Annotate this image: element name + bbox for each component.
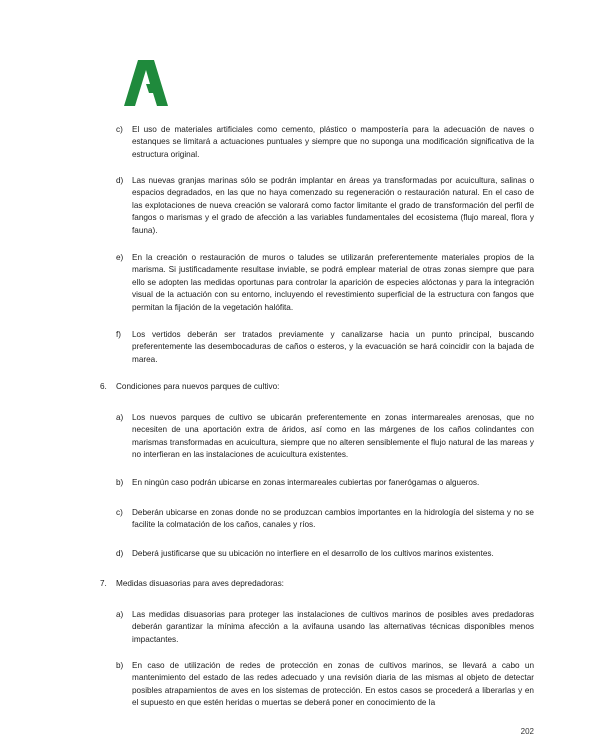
item-marker: b)	[116, 478, 124, 487]
junta-de-andalucia-logo	[124, 60, 168, 106]
list-item-e	[116, 252, 534, 314]
list-item-6c	[116, 507, 534, 532]
item-marker: a)	[116, 610, 124, 619]
item-text: En ningún caso podrán ubicarse en zonas intermareales cubiertas por fanerógamas o algueros.	[132, 478, 480, 487]
item-text: Los vertidos deberán ser tratados previamente y canalizarse hacia un punto principal, buscando preferentemente las desembocaduras de caños o esteros, y la evacuación se hará coincidir con la bajada de marea.	[132, 330, 534, 364]
list-item-7a	[116, 609, 534, 646]
section-number: 6.	[100, 382, 107, 391]
list-item-c	[116, 124, 534, 161]
item-text: En caso de utilización de redes de protección en zonas de cultivos marinos, se llevará a cabo un mantenimiento del estado de las redes adecuado y una revisión diaria de las mismas al objeto de detectar posibles atrapamientos de aves en los sistemas de protección. En estos casos se procederá a liberarlas y en el supuesto en que estén heridas o muertas se deberá poner en conocimiento de la	[132, 661, 534, 708]
list-item-6a	[116, 412, 534, 462]
section-6-heading	[100, 381, 530, 393]
logo-a-shape	[124, 60, 168, 106]
page-number: 202	[520, 727, 534, 736]
section-7-heading	[100, 578, 530, 590]
item-marker: a)	[116, 413, 124, 422]
item-text: Los nuevos parques de cultivo se ubicarán preferentemente en zonas intermareales arenosas, que no necesiten de una aportación extra de áridos, así como en las márgenes de los caños colindantes con marismas transformadas en acuicultura, siempre que no alteren sensiblemente el flujo natural de las mareas y no interfieran en las instalaciones de acuicultura existentes.	[132, 413, 534, 460]
item-text: Deberá justificarse que su ubicación no interfiere en el desarrollo de los cultivos marinos existentes.	[132, 549, 494, 558]
item-marker: f)	[116, 330, 122, 339]
list-item-6b	[116, 477, 534, 489]
list-item-7b	[116, 660, 534, 710]
item-text: Deberán ubicarse en zonas donde no se produzcan cambios importantes en la hidrología del sistema y no se facilite la colmatación de los caños, canales y ríos.	[132, 508, 534, 530]
item-marker: c)	[116, 125, 123, 134]
section-number: 7.	[100, 579, 107, 588]
item-marker: b)	[116, 661, 124, 670]
item-text: El uso de materiales artificiales como cemento, plástico o mampostería para la adecuación de naves o estanques se limitará a actuaciones puntuales y siempre que no suponga una modificación significativa de la estructura original.	[132, 125, 534, 159]
item-marker: c)	[116, 508, 123, 517]
list-item-d	[116, 175, 534, 237]
section-title: Medidas disuasorias para aves depredadoras:	[116, 579, 284, 588]
list-item-f	[116, 329, 534, 366]
item-text: En la creación o restauración de muros o taludes se utilizarán preferentemente materiales propios de la marisma. Si justificadamente resultase inviable, se podrá emplear material de otras zonas siempre que para ello se adopten las medidas oportunas para controlar la aparición de especies alóctonas y para la integración visual de la actuación con su entorno, incluyendo el revestimiento superficial de la estructura con fangos que permitan la fijación de la vegetación halófita.	[132, 253, 534, 312]
item-marker: d)	[116, 549, 124, 558]
item-marker: d)	[116, 176, 124, 185]
item-text: Las medidas disuasorias para proteger las instalaciones de cultivos marinos de posibles aves predadoras deberán garantizar la mínima afección a la avifauna usando las alternativas técnicas disponibles menos impactantes.	[132, 610, 534, 644]
section-title: Condiciones para nuevos parques de cultivo:	[116, 382, 280, 391]
item-text: Las nuevas granjas marinas sólo se podrán implantar en áreas ya transformadas por acuicultura, salinas o espacios degradados, en las que no haya comenzado su regeneración o restauración natural. En el caso de las explotaciones de nueva creación se valorará como factor limitante el grado de transformación del perfil de fangos o marismas y el grado de afección a las variables fundamentales del ecosistema (flujo mareal, flora y fauna).	[132, 176, 534, 235]
item-marker: e)	[116, 253, 124, 262]
list-item-6d	[116, 548, 534, 560]
